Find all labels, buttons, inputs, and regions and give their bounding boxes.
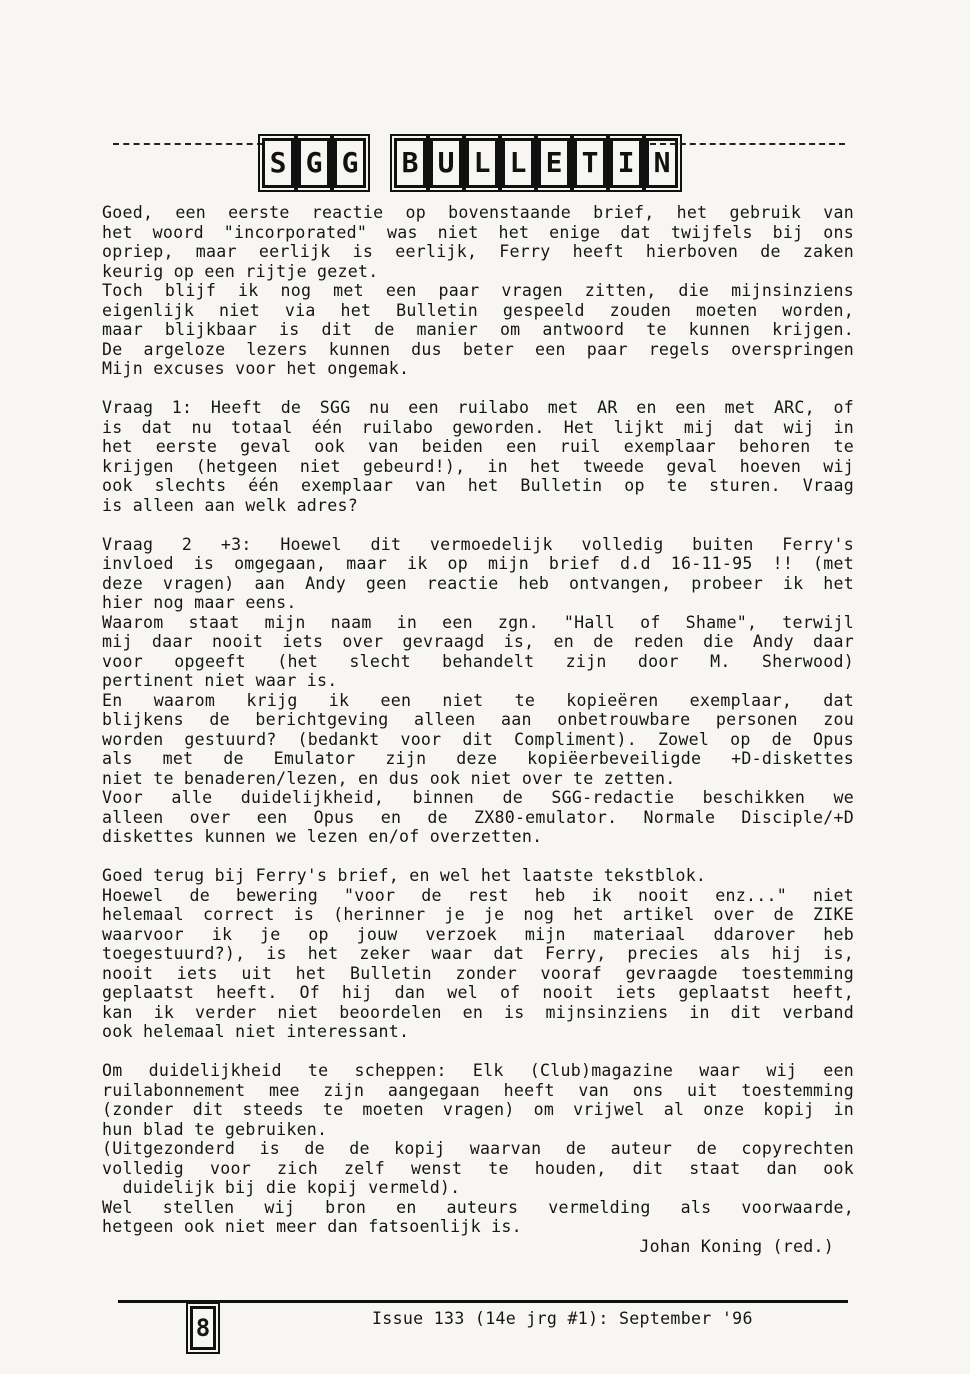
text-line: (zonder dit steeds te moeten vragen) om vrijwel al onze kopij in bbox=[102, 1100, 854, 1119]
text-line: ook slechts één exemplaar van het Bulletin op te sturen. Vraag bbox=[102, 476, 854, 495]
text-line: blijkens de berichtgeving alleen aan onbetrouwbare personen zou bbox=[102, 710, 854, 729]
text-line: als met de Emulator zijn deze kopiëerbeveiligde +D-diskettes bbox=[102, 749, 854, 768]
text-line: Voor alle duidelijkheid, binnen de SGG-redactie beschikken we bbox=[102, 788, 854, 807]
text-line: voor opgeeft (het slecht behandelt zijn door M. Sherwood) bbox=[102, 651, 854, 671]
bulletin-logo bbox=[262, 138, 678, 188]
text-line: opriep, maar eerlijk is eerlijk, Ferry heeft hierboven de zaken bbox=[102, 242, 854, 261]
text-line: Toch blijf ik nog met een paar vragen zitten, die mijnsinziens bbox=[102, 281, 854, 300]
text-line: krijgen (hetgeen niet gebeurd!), in het tweede geval hoeven wij bbox=[102, 456, 854, 476]
text-line: Hoewel de bewering "voor de rest heb ik nooit enz..." niet bbox=[102, 885, 854, 905]
text-line: Om duidelijkheid te scheppen: Elk (Club)magazine waar wij een bbox=[102, 1061, 854, 1080]
logo-letter: B bbox=[394, 138, 426, 188]
text-line: helemaal correct is (herinner je je nog het artikel over de ZIKE bbox=[102, 905, 854, 924]
text-line: niet te benaderen/lezen, en dus ook niet over te zetten. bbox=[102, 768, 676, 788]
logo-letter: S bbox=[262, 138, 294, 188]
text-line: toegestuurd?), is het zeker waar dat Ferry, precies als hij is, bbox=[102, 944, 854, 963]
text-line: Mijn excuses voor het ongemak. bbox=[102, 359, 410, 378]
text-line: alleen over een Opus en de ZX80-emulator. Normale Disciple/+D bbox=[102, 807, 854, 827]
text-line: Vraag 2 +3: Hoewel dit vermoedelijk volledig buiten Ferry's bbox=[102, 534, 854, 554]
text-line: deze vragen) aan Andy geen reactie heb ontvangen, probeer ik het bbox=[102, 573, 854, 593]
text-line: het woord "incorporated" was niet het enige dat twijfels bij ons bbox=[102, 222, 854, 242]
page-number: 8 bbox=[190, 1306, 216, 1350]
signature: Johan Koning (red.) bbox=[639, 1236, 834, 1256]
text-line: het eerste geval ook van beiden een ruil exemplaar behoren te bbox=[102, 437, 854, 456]
logo-letter: L bbox=[466, 138, 498, 188]
text-line: volledig voor zich zelf wenst te houden, dit staat dan ook bbox=[102, 1158, 854, 1178]
text-line: hetgeen ook niet meer dan fatsoenlijk is. bbox=[102, 1217, 522, 1236]
text-line: maar blijkbaar is dit de manier om antwoord te kunnen krijgen. bbox=[102, 320, 854, 339]
issue-info: Issue 133 (14e jrg #1): September '96 bbox=[372, 1309, 753, 1328]
logo-letter: U bbox=[430, 138, 462, 188]
text-line: keurig op een rijtje gezet. bbox=[102, 261, 379, 281]
text-line: Wel stellen wij bron en auteurs vermelding als voorwaarde, bbox=[102, 1197, 854, 1217]
text-line: nooit iets uit het Bulletin zonder vooraf gevraagde toestemming bbox=[102, 963, 854, 983]
text-line: En waarom krijg ik een niet te kopieëren exemplaar, dat bbox=[102, 690, 854, 710]
text-line: invloed is omgegaan, maar ik op mijn brief d.d 16-11-95 !! (met bbox=[102, 554, 854, 573]
logo-letter: T bbox=[574, 138, 606, 188]
text-line: De argeloze lezers kunnen dus beter een paar regels overspringen bbox=[102, 339, 854, 359]
blank-line bbox=[102, 1042, 854, 1062]
text-line: waarvoor ik je op jouw verzoek mijn materiaal ddarover heb bbox=[102, 924, 854, 944]
blank-line bbox=[102, 515, 854, 535]
article-body bbox=[102, 203, 854, 1256]
text-line: diskettes kunnen we lezen en/of overzetten. bbox=[102, 827, 543, 846]
text-line: eigenlijk niet via het Bulletin gespeeld zouden moeten worden, bbox=[102, 300, 854, 320]
header-rule-left bbox=[113, 143, 263, 145]
text-line: hier nog maar eens. bbox=[102, 593, 297, 612]
text-line: Waarom staat mijn naam in een zgn. "Hall of Shame", terwijl bbox=[102, 612, 854, 632]
text-line: (Uitgezonderd is de de kopij waarvan de auteur de copyrechten bbox=[102, 1139, 854, 1158]
logo-letter: G bbox=[298, 138, 330, 188]
logo-letter: L bbox=[502, 138, 534, 188]
text-line: Vraag 1: Heeft de SGG nu een ruilabo met AR en een met ARC, of bbox=[102, 398, 854, 417]
text-line: pertinent niet waar is. bbox=[102, 671, 338, 690]
header-rule-right bbox=[650, 143, 845, 145]
text-line: mij daar nooit iets over gevraagd is, en de reden die Andy daar bbox=[102, 632, 854, 651]
text-line: worden gestuurd? (bedankt voor dit Compliment). Zowel op de Opus bbox=[102, 729, 854, 749]
text-line: geplaatst heeft. Of hij dan wel of nooit iets geplaatst heeft, bbox=[102, 983, 854, 1002]
logo-letter: G bbox=[334, 138, 366, 188]
text-line: is dat nu totaal één ruilabo geworden. Het lijkt mij dat wij in bbox=[102, 417, 854, 437]
text-line: ook helemaal niet interessant. bbox=[102, 1022, 410, 1041]
logo-letter: N bbox=[646, 138, 678, 188]
logo-letter: E bbox=[538, 138, 570, 188]
blank-line bbox=[102, 847, 854, 867]
logo-letter: I bbox=[610, 138, 642, 188]
footer-rule bbox=[118, 1300, 848, 1303]
text-line: ruilabonnement mee zijn aangegaan heeft van ons uit toestemming bbox=[102, 1080, 854, 1100]
text-line: kan ik verder niet beoordelen en is mijnsinziens in dit verband bbox=[102, 1002, 854, 1022]
text-line: Goed terug bij Ferry's brief, en wel het laatste tekstblok. bbox=[102, 866, 707, 885]
text-line: hun blad te gebruiken. bbox=[102, 1119, 328, 1139]
text-line: Goed, een eerste reactie op bovenstaande brief, het gebruik van bbox=[102, 203, 854, 222]
text-line: is alleen aan welk adres? bbox=[102, 495, 359, 515]
blank-line bbox=[102, 379, 854, 399]
text-line: duidelijk bij die kopij vermeld). bbox=[102, 1178, 461, 1197]
